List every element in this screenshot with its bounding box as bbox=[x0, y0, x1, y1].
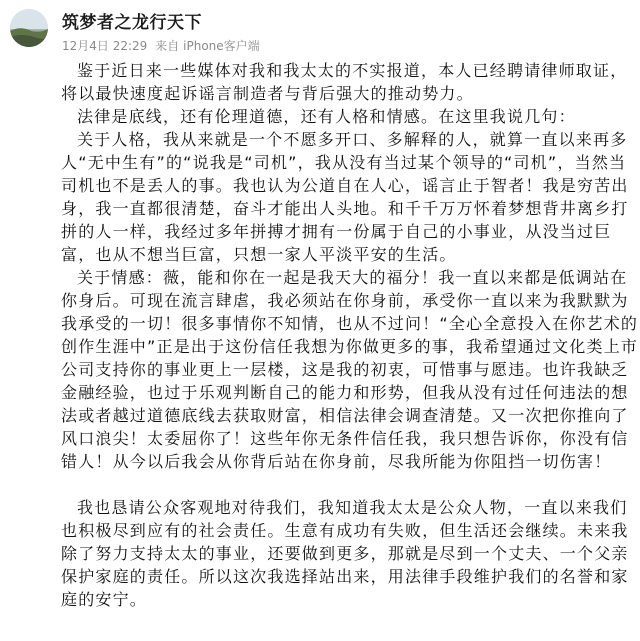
post-meta bbox=[62, 37, 264, 54]
post-source-prefix: 来自 bbox=[155, 39, 180, 53]
paragraph-public-appeal: 我也恳请公众客观地对待我们，我知道我太太是公众人物，一直以来我们也积极尽到应有的社会责任。生意有成功有失败，但生活还会继续。未来我除了努力支持太太的事业，还要做到更多，那就是尽到一个丈夫、一个父亲保护家庭的责任。所以这次我选择站出来，用法律手段维护我们的名誉和家庭的安宁。 bbox=[61, 498, 629, 609]
post-body bbox=[61, 59, 639, 611]
paragraph-character: 关于人格，我从来就是一个不愿多开口、多解释的人，就算一直以来再多人“无中生有”的“说我是“司机”，我从没有当过某个领导的“司机”，当然当司机也不是丢人的事。我也认为公道自在人心，谣言止于智者！我是穷苦出身，我一直都很清楚，奋斗才能出人头地。和千千万万怀着梦想背井离乡打拼的人一样，我经过多年拼搏才拥有一份属于自己的小事业，从没当过巨富，也从不想当巨富，只想一家人平淡平安的生活。 bbox=[61, 130, 629, 264]
paragraph-emotion: 关于情感：薇，能和你在一起是我天大的福分！我一直以来都是低调站在你身后。可现在流言肆虐，我必须站在你身前，承受你一直以来为我默默为我承受的一切！很多事情你不知情，也从不过问！“全心全意投入在你艺术的创作生涯中”正是出于这份信任我想为你做更多的事，我希望通过文化类上市公司支持你的事业更上一层楼，这是我的初衷，可惜事与愿违。也许我缺乏金融经验，也过于乐观判断自己的能力和形势，但我从没有过任何违法的想法或者越过道德底线去获取财富，相信法律会调查清楚。又一次把你推向了风口浪尖！太委屈你了！这些年你无条件信任我，我只想告诉你，你没有信错人！从今以后我会从你背后站在你身前，尽我所能为你阻挡一切伤害！ bbox=[61, 268, 639, 471]
author-name[interactable]: 筑梦者之龙行天下 bbox=[62, 13, 202, 33]
post-timestamp: 12月4日 22:29 bbox=[62, 39, 148, 53]
avatar[interactable] bbox=[10, 9, 48, 47]
landscape-avatar-icon bbox=[10, 9, 48, 47]
paragraph-lawsuit: 鉴于近日来一些媒体对我和我太太的不实报道，本人已经聘请律师取证，将以最快速度起诉谣言制造者与背后强大的推动势力。 bbox=[61, 61, 628, 103]
paragraph-law-ethics: 法律是底线，还有伦理道德，还有人格和情感。在这里我说几句： bbox=[77, 107, 576, 126]
post-source-client[interactable]: iPhone客户端 bbox=[183, 39, 260, 53]
